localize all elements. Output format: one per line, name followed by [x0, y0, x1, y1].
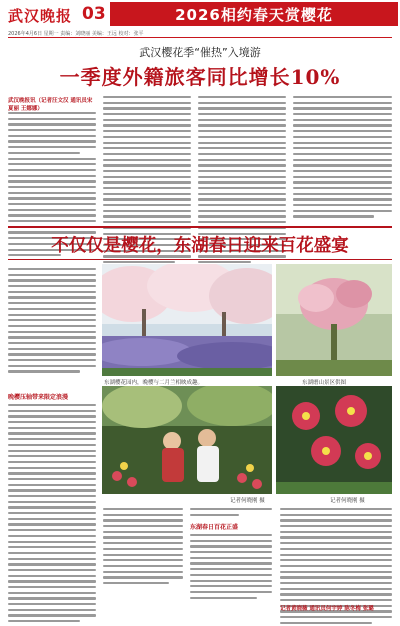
- section-banner: [110, 2, 398, 26]
- story1-kicker: 武汉樱花季“催热”入境游: [139, 46, 261, 59]
- page-number: 03: [82, 4, 106, 24]
- story1-headline: 一季度外籍旅客同比增长10%: [59, 65, 341, 89]
- photo-caption-3: 记者何晓刚 摄: [230, 498, 265, 504]
- story2-byline: 记者黄晓薇 通讯员何宇婷 陈冬梅 张璐: [280, 606, 374, 612]
- story1-column-4: [293, 96, 392, 218]
- photo-visitors-flowers: [102, 386, 272, 494]
- story1-byline: 武汉晚报讯（记者汪文汉 通讯员宋夏丽 王娜娜）: [8, 98, 93, 112]
- photo-caption-4: 记者何晓刚 摄: [330, 498, 365, 504]
- story2-column-1b: [8, 404, 96, 622]
- photo-flower-closeup-art: [276, 386, 392, 494]
- story2-column-3a: [190, 508, 272, 516]
- photo-visitors-flowers-art: [102, 386, 272, 494]
- story-divider: [8, 226, 392, 228]
- date-line: 2026年4月6日 星期一 责编：刘晓丽 美编：王远 校对：张平: [8, 31, 144, 37]
- photo-flower-scene: [276, 264, 392, 376]
- story2-headline: 不仅仅是樱花，东湖春日迎来百花盛宴: [51, 236, 349, 256]
- section-banner-text: 2026相约春天赏樱花: [175, 5, 333, 24]
- photo-cherry-blossom-garden-art: [102, 264, 272, 376]
- story2-subhead-1: 晚樱压轴带来限定浪漫: [8, 394, 69, 401]
- story2-column-3b: [190, 534, 272, 599]
- photo-caption-1: 东湖樱花园内，晚樱与二月兰相映成趣。: [104, 380, 204, 386]
- newspaper-logo: 武汉晚报: [8, 7, 73, 25]
- story2-column-2: [103, 508, 183, 584]
- photo-flower-closeup: [276, 386, 392, 494]
- story2-subhead-2: 东湖春日百花正盛: [190, 524, 239, 531]
- story2-column-1a: [8, 268, 96, 373]
- story2-rule: [8, 259, 392, 260]
- photo-cherry-blossom-garden: [102, 264, 272, 376]
- header-rule: [8, 37, 392, 38]
- photo-flower-scene-art: [276, 264, 392, 376]
- photo-caption-2: 东湖磨山景区供图: [302, 380, 347, 386]
